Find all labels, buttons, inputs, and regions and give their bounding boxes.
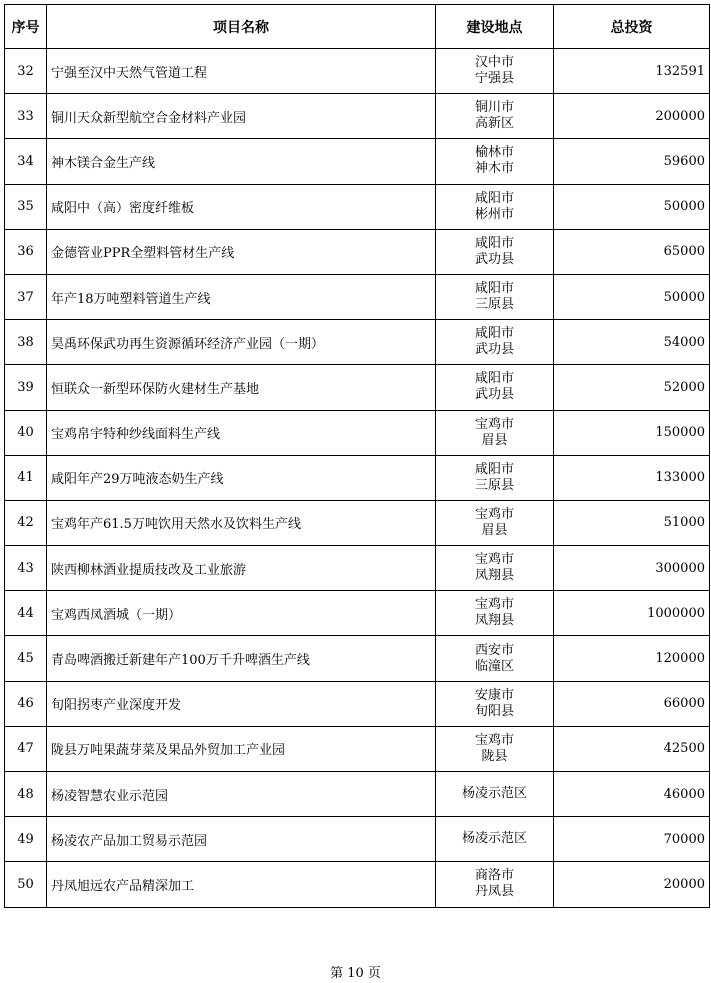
row-number: 38 <box>5 320 47 365</box>
row-number: 45 <box>5 636 47 681</box>
row-number: 40 <box>5 410 47 455</box>
project-location <box>436 49 554 94</box>
table-row <box>5 772 710 817</box>
location-line: 杨凌示范区 <box>461 786 527 802</box>
location-line: 宝鸡市 <box>474 506 514 522</box>
location-line: 宝鸡市 <box>474 732 514 748</box>
project-name: 旬阳拐枣产业深度开发 <box>47 681 436 726</box>
table-row <box>5 229 710 274</box>
project-location <box>436 365 554 410</box>
total-investment: 50000 <box>554 184 710 229</box>
total-investment: 50000 <box>554 274 710 319</box>
total-investment: 66000 <box>554 681 710 726</box>
total-investment: 133000 <box>554 455 710 500</box>
total-investment: 51000 <box>554 500 710 545</box>
table-row <box>5 862 710 907</box>
location-line: 武功县 <box>474 251 514 267</box>
project-name: 陇县万吨果蔬芽菜及果品外贸加工产业园 <box>47 726 436 771</box>
project-name: 宝鸡西凤酒城（一期） <box>47 591 436 636</box>
row-number: 33 <box>5 94 47 139</box>
project-table <box>4 4 710 908</box>
project-name: 神木镁合金生产线 <box>47 139 436 184</box>
table-row <box>5 817 710 862</box>
project-location <box>436 320 554 365</box>
project-location <box>436 139 554 184</box>
row-number: 43 <box>5 546 47 591</box>
location-line: 旬阳县 <box>474 703 514 719</box>
location-line: 凤翔县 <box>474 613 514 629</box>
location-line: 铜川市 <box>474 100 514 116</box>
total-investment: 120000 <box>554 636 710 681</box>
project-location <box>436 274 554 319</box>
table-row <box>5 636 710 681</box>
location-line: 宝鸡市 <box>474 597 514 613</box>
total-investment: 65000 <box>554 229 710 274</box>
header-name: 项目名称 <box>47 5 436 49</box>
project-location <box>436 229 554 274</box>
total-investment: 54000 <box>554 320 710 365</box>
project-location <box>436 636 554 681</box>
location-line: 眉县 <box>481 522 508 538</box>
location-line: 咸阳市 <box>474 461 514 477</box>
total-investment: 46000 <box>554 772 710 817</box>
project-name: 宁强至汉中天然气管道工程 <box>47 49 436 94</box>
page-footer: 第 10 页 <box>330 966 381 981</box>
project-location <box>436 817 554 862</box>
project-location <box>436 500 554 545</box>
location-line: 武功县 <box>474 387 514 403</box>
row-number: 34 <box>5 139 47 184</box>
project-location <box>436 546 554 591</box>
project-name: 杨凌农产品加工贸易示范园 <box>47 817 436 862</box>
location-line: 宁强县 <box>474 71 514 87</box>
table-row <box>5 94 710 139</box>
total-investment: 132591 <box>554 49 710 94</box>
project-location <box>436 94 554 139</box>
row-number: 42 <box>5 500 47 545</box>
location-line: 宝鸡市 <box>474 552 514 568</box>
table-row <box>5 591 710 636</box>
total-investment: 70000 <box>554 817 710 862</box>
total-investment: 1000000 <box>554 591 710 636</box>
project-location <box>436 455 554 500</box>
location-line: 高新区 <box>474 116 514 132</box>
table-row <box>5 726 710 771</box>
total-investment: 150000 <box>554 410 710 455</box>
row-number: 35 <box>5 184 47 229</box>
project-location <box>436 681 554 726</box>
location-line: 榆林市 <box>474 145 514 161</box>
location-line: 彬州市 <box>474 206 514 222</box>
project-location <box>436 726 554 771</box>
total-investment: 59600 <box>554 139 710 184</box>
table-row <box>5 455 710 500</box>
location-line: 咸阳市 <box>474 235 514 251</box>
location-line: 武功县 <box>474 342 514 358</box>
row-number: 36 <box>5 229 47 274</box>
project-location <box>436 410 554 455</box>
project-name: 昊禹环保武功再生资源循环经济产业园（一期） <box>47 320 436 365</box>
row-number: 41 <box>5 455 47 500</box>
location-line: 咸阳市 <box>474 371 514 387</box>
location-line: 三原县 <box>474 477 514 493</box>
project-location <box>436 591 554 636</box>
project-name: 咸阳中（高）密度纤维板 <box>47 184 436 229</box>
project-name: 陕西柳林酒业提质技改及工业旅游 <box>47 546 436 591</box>
table-header-row <box>5 5 710 49</box>
location-line: 神木市 <box>474 161 514 177</box>
location-line: 西安市 <box>474 642 514 658</box>
table-row <box>5 320 710 365</box>
project-name: 杨凌智慧农业示范园 <box>47 772 436 817</box>
table-row <box>5 410 710 455</box>
row-number: 48 <box>5 772 47 817</box>
project-name: 铜川天众新型航空合金材料产业园 <box>47 94 436 139</box>
row-number: 49 <box>5 817 47 862</box>
row-number: 37 <box>5 274 47 319</box>
location-line: 咸阳市 <box>474 190 514 206</box>
location-line: 丹凤县 <box>474 884 514 900</box>
table-row <box>5 274 710 319</box>
project-name: 年产18万吨塑料管道生产线 <box>47 274 436 319</box>
header-investment: 总投资 <box>554 5 710 49</box>
location-line: 咸阳市 <box>474 326 514 342</box>
header-location: 建设地点 <box>436 5 554 49</box>
table-row <box>5 681 710 726</box>
row-number: 47 <box>5 726 47 771</box>
location-line: 三原县 <box>474 297 514 313</box>
location-line: 咸阳市 <box>474 281 514 297</box>
table-row <box>5 49 710 94</box>
project-location <box>436 772 554 817</box>
table-row <box>5 184 710 229</box>
table-row <box>5 546 710 591</box>
location-line: 凤翔县 <box>474 568 514 584</box>
header-no: 序号 <box>5 5 47 49</box>
location-line: 汉中市 <box>474 55 514 71</box>
project-name: 宝鸡帛宇特种纱线面料生产线 <box>47 410 436 455</box>
table-row <box>5 365 710 410</box>
total-investment: 52000 <box>554 365 710 410</box>
total-investment: 20000 <box>554 862 710 907</box>
row-number: 39 <box>5 365 47 410</box>
project-name: 丹凤旭远农产品精深加工 <box>47 862 436 907</box>
location-line: 临潼区 <box>474 658 514 674</box>
project-name: 恒联众一新型环保防火建材生产基地 <box>47 365 436 410</box>
project-name: 金德管业PPR全塑料管材生产线 <box>47 229 436 274</box>
location-line: 眉县 <box>481 432 508 448</box>
location-line: 杨凌示范区 <box>461 831 527 847</box>
project-name: 宝鸡年产61.5万吨饮用天然水及饮料生产线 <box>47 500 436 545</box>
row-number: 46 <box>5 681 47 726</box>
table-row <box>5 139 710 184</box>
row-number: 50 <box>5 862 47 907</box>
total-investment: 300000 <box>554 546 710 591</box>
location-line: 宝鸡市 <box>474 416 514 432</box>
project-name: 青岛啤酒搬迁新建年产100万千升啤酒生产线 <box>47 636 436 681</box>
row-number: 32 <box>5 49 47 94</box>
location-line: 安康市 <box>474 687 514 703</box>
total-investment: 42500 <box>554 726 710 771</box>
project-location <box>436 184 554 229</box>
location-line: 商洛市 <box>474 868 514 884</box>
project-location <box>436 862 554 907</box>
row-number: 44 <box>5 591 47 636</box>
total-investment: 200000 <box>554 94 710 139</box>
table-row <box>5 500 710 545</box>
project-name: 咸阳年产29万吨液态奶生产线 <box>47 455 436 500</box>
location-line: 陇县 <box>481 748 508 764</box>
